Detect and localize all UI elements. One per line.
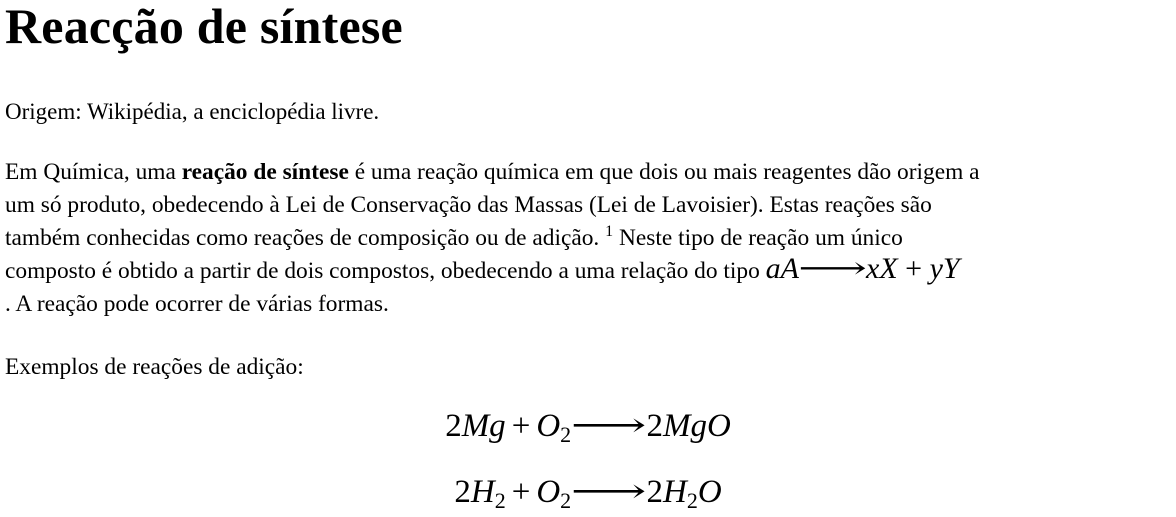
- reaction-arrow: ⟶: [570, 474, 647, 510]
- product: MgO: [662, 408, 731, 444]
- reactant: H: [470, 474, 495, 510]
- examples-label: Exemplos de reações de adição:: [5, 354, 304, 380]
- subscript: 2: [560, 488, 572, 513]
- intro-line-1: [5, 156, 1171, 189]
- relation-formula: aA⟶xX + yY: [765, 252, 960, 285]
- intro-text: Em Química, uma: [5, 159, 182, 185]
- coefficient: 2: [445, 408, 462, 444]
- page-title: Reacção de síntese: [5, 0, 403, 54]
- product: H: [662, 474, 687, 510]
- reactant: Mg: [461, 408, 506, 444]
- intro-text: também conhecidas como reações de composição ou de adição.: [5, 225, 606, 251]
- equation-h2o: [5, 472, 1171, 512]
- plus-sign: +: [511, 474, 531, 510]
- reference-link[interactable]: 1: [605, 223, 614, 240]
- bold-term: reação de síntese: [181, 159, 349, 185]
- intro-text: composto é obtido a partir de dois compostos, obedecendo a uma relação do tipo: [5, 258, 766, 284]
- relation-term-x: xX: [866, 252, 898, 285]
- reactant: O: [536, 474, 561, 510]
- intro-line-4: [5, 252, 1171, 288]
- intro-text: é uma reação química em que dois ou mais reagentes dão origem a: [348, 159, 980, 185]
- intro-paragraph: [5, 156, 1171, 321]
- intro-text: um só produto, obedecendo à Lei de Conservação das Massas (Lei de Lavoisier). Estas reações são: [5, 192, 932, 218]
- intro-line-3: [5, 222, 1171, 255]
- intro-text: . A reação pode ocorrer de várias formas.: [5, 291, 389, 317]
- origin-note: Origem: Wikipédia, a enciclopédia livre.: [5, 99, 380, 124]
- subscript: 2: [686, 488, 698, 513]
- coefficient: 2: [646, 474, 663, 510]
- intro-text: Neste tipo de reação um único: [613, 225, 903, 251]
- reactant: O: [536, 408, 561, 444]
- relation-term-a: aA: [765, 252, 799, 285]
- plus-sign: +: [511, 408, 531, 444]
- subscript: 2: [494, 488, 506, 513]
- plus-sign: +: [905, 252, 923, 285]
- product: O: [697, 474, 722, 510]
- coefficient: 2: [646, 408, 663, 444]
- subscript: 2: [560, 422, 572, 447]
- intro-line-5: [5, 288, 1171, 321]
- equation-mgo: [5, 406, 1171, 446]
- intro-line-2: [5, 189, 1171, 222]
- relation-term-y: yY: [929, 252, 960, 285]
- reaction-arrow: ⟶: [570, 408, 647, 444]
- coefficient: 2: [454, 474, 471, 510]
